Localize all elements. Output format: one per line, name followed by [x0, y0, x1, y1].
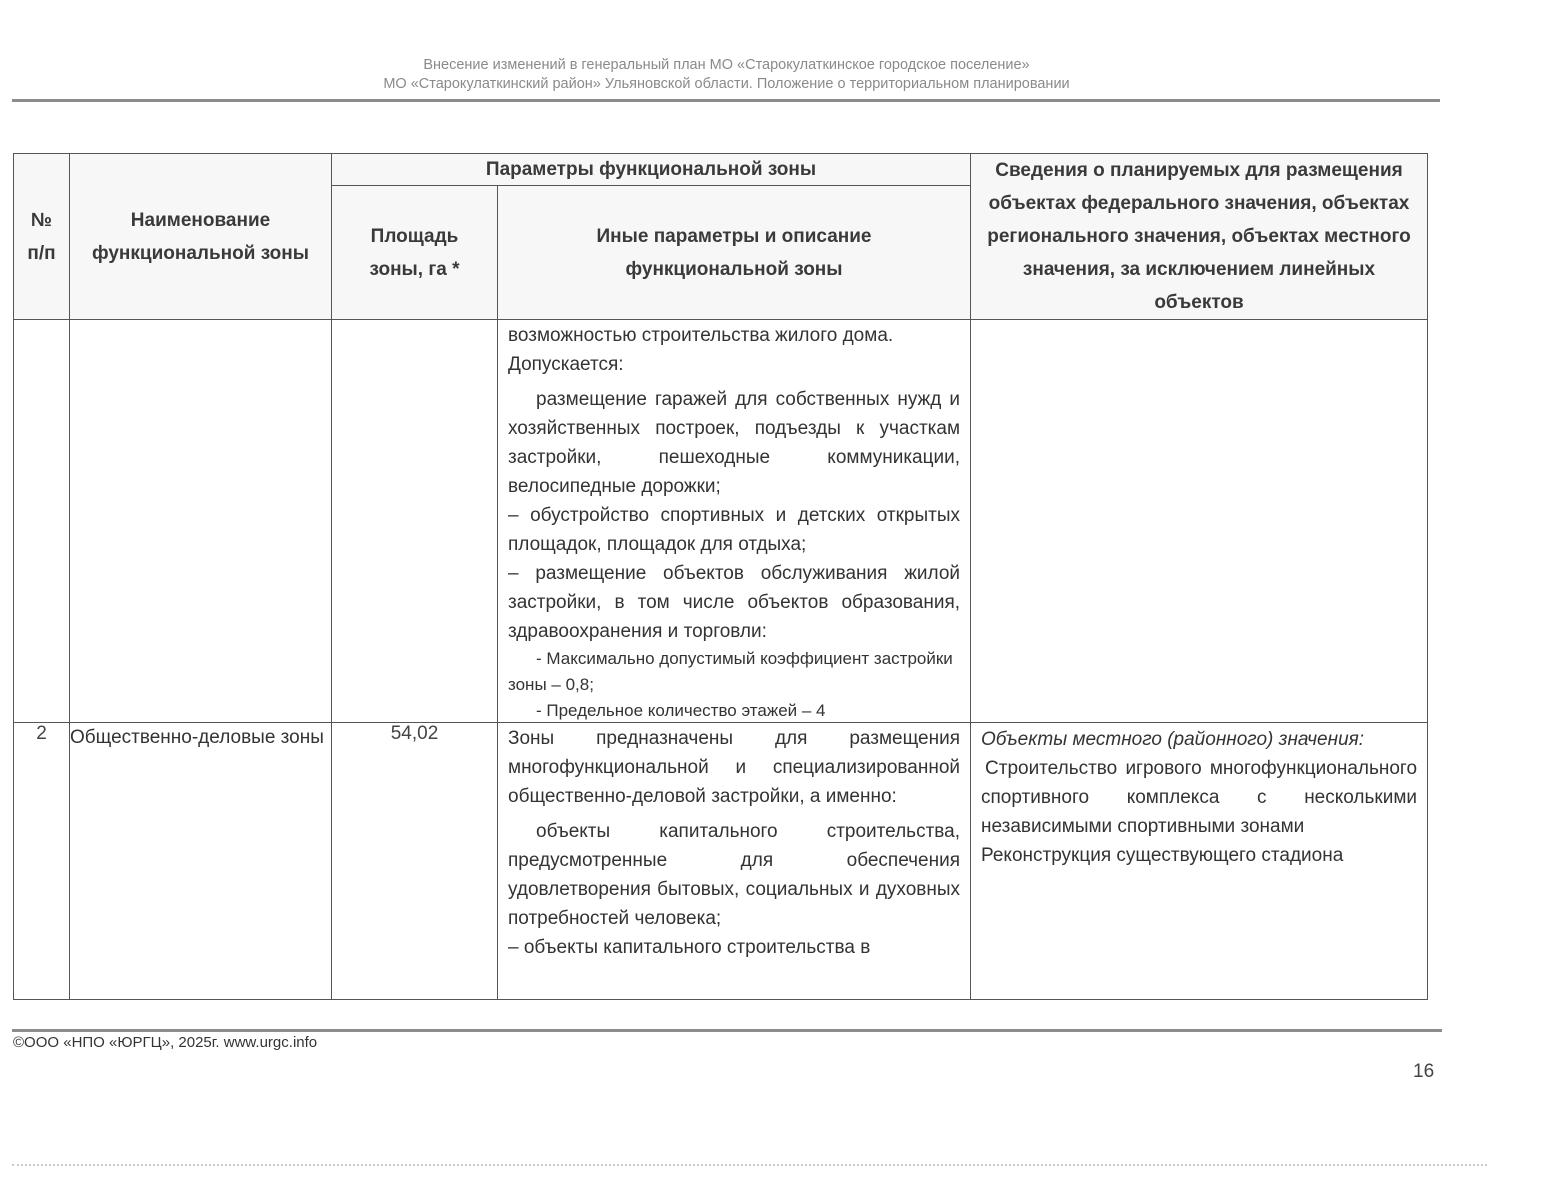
cell-zone-name: Общественно-деловые зоны — [70, 723, 332, 1000]
cell-row-number: 2 — [14, 723, 70, 1000]
desc-paragraph: объекты капитального строительства, предусмотренные для обеспечения удовлетворения бытовых, социальных и духовных потребностей человека; — [508, 821, 961, 929]
cell-name-empty — [70, 320, 332, 723]
scan-edge-dots — [12, 1164, 1487, 1166]
footer-divider — [12, 1029, 1442, 1032]
table-row — [14, 320, 1428, 723]
desc-paragraph: Зоны предназначены для размещения многофункциональной и специализированной общественно-деловой застройки, а именно: — [508, 728, 961, 807]
cell-info-empty — [971, 320, 1428, 723]
header-zone-name: Наименование функциональной зоны — [70, 154, 332, 320]
desc-paragraph: Допускается: — [508, 354, 624, 375]
page-number: 16 — [1413, 1061, 1435, 1082]
header-other-params: Иные параметры и описание функциональной зоны — [498, 186, 971, 320]
info-paragraph: Строительство игрового многофункционального спортивного комплекса с несколькими независимыми спортивными зонами — [981, 758, 1418, 837]
table-header-row-1 — [14, 154, 1428, 186]
cell-zone-area: 54,02 — [332, 723, 498, 1000]
header-line-2: МО «Старокулаткинский район» Ульяновской области. Положение о территориальном планировании — [383, 76, 1070, 92]
cell-description — [498, 723, 971, 1000]
info-title: Объекты местного (районного) значения: — [981, 729, 1365, 750]
desc-paragraph: размещение гаражей для собственных нужд и хозяйственных построек, подъезды к участкам застройки, пешеходные коммуникации, велосипедные дорожки; — [508, 389, 961, 497]
header-planned-objects: Сведения о планируемых для размещения объектах федерального значения, объектах регионального значения, объектах местного значения, за исключением линейных объектов — [971, 154, 1428, 320]
table-row — [14, 723, 1428, 1000]
cell-area-empty — [332, 320, 498, 723]
header-divider — [12, 99, 1440, 102]
document-header — [0, 56, 1453, 94]
desc-paragraph: - Максимально допустимый коэффициент застройки зоны – 0,8; — [508, 649, 953, 694]
header-zone-parameters: Параметры функциональной зоны — [332, 154, 971, 186]
footer-copyright: ©ООО «НПО «ЮРГЦ», 2025г. www.urgc.info — [13, 1034, 318, 1051]
cell-planned-objects — [971, 723, 1428, 1000]
desc-paragraph: – обустройство спортивных и детских открытых площадок, площадок для отдыха; — [508, 505, 961, 555]
functional-zones-table — [13, 153, 1428, 1000]
info-paragraph: Реконструкция существующего стадиона — [981, 845, 1344, 866]
header-area: Площадь зоны, га * — [332, 186, 498, 320]
desc-paragraph: – размещение объектов обслуживания жилой застройки, в том числе объектов образования, здравоохранения и торговли: — [508, 563, 961, 642]
header-num: № п/п — [14, 154, 70, 320]
cell-num-empty — [14, 320, 70, 723]
cell-description — [498, 320, 971, 723]
desc-paragraph: - Предельное количество этажей – 4 — [536, 701, 826, 720]
desc-paragraph: – объекты капитального строительства в — [508, 937, 871, 958]
header-line-1: Внесение изменений в генеральный план МО «Старокулаткинское городское поселение» — [423, 57, 1030, 73]
desc-paragraph: возможностью строительства жилого дома. — [508, 325, 894, 346]
